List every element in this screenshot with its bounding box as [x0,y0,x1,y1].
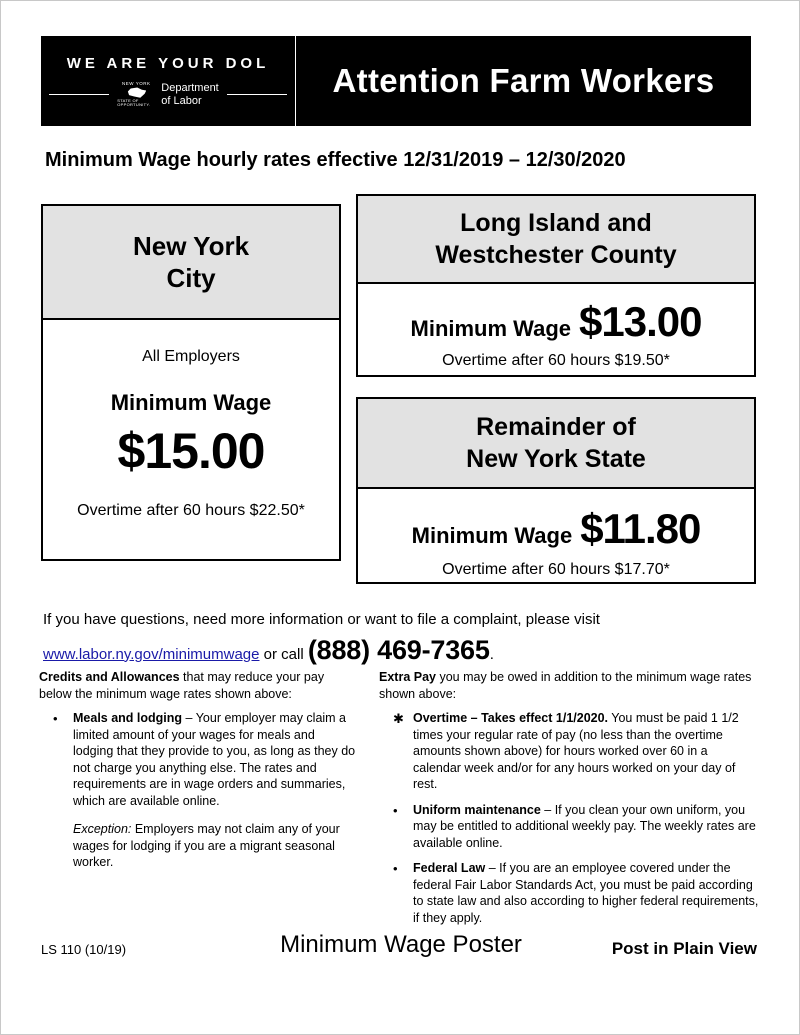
logo-row [41,82,295,108]
credits-intro-rest: that may reduce your pay below the minimum wage rates shown above: [39,670,325,701]
contact-phone-number: (888) 469-7365 [307,634,490,665]
federal-law-text: – If you are an employee covered under the federal Fair Labor Standards Act, you must be paid according to state law and also according to higher federal requirements, if they apply. [413,861,759,925]
nyc-min-wage-amount: $15.00 [117,423,265,479]
effective-dates-subtitle: Minimum Wage hourly rates effective 12/31/2019 – 12/30/2020 [45,149,626,171]
long-island-box-body [358,284,754,370]
overtime-text: You must be paid 1 1/2 times your regular rate of pay (no less than the overtime amounts shown above) for hours worked over 60 in a calendar week and/or for any hours worked on your day of rest. [413,711,739,791]
rate-box-remainder-new-york-state [356,397,756,584]
list-item [379,802,759,852]
remainder-wage-row [358,505,754,553]
remainder-box-body [358,489,754,579]
long-island-heading-line1: Long Island and [460,208,652,237]
nyc-employers-label: All Employers [142,348,240,365]
exception-text: Employers may not claim any of your wages for lodging if you are a migrant seasonal worker. [73,822,340,869]
rate-box-long-island-westchester [356,194,756,377]
remainder-min-wage-amount: $11.80 [580,505,701,552]
poster-title: Attention Farm Workers [332,62,715,99]
contact-text-middle: or call [259,645,308,663]
overtime-label: Overtime – Takes effect 1/1/2020. [413,711,609,725]
credits-intro-bold: Credits and Allowances [39,670,180,684]
exception-note [73,821,357,871]
seal-bottom-text: STATE OF OPPORTUNITY. [117,97,151,108]
credits-and-allowances-column [39,669,357,871]
nyc-box-heading [43,206,339,320]
rate-box-new-york-city [41,204,341,561]
meals-lodging-text: – Your employer may claim a limited amount of your wages for meals and lodging that they provide to you, as long as they do not charge you anything else. The rates and requirements are in wage orders and summaries, which are available online. [73,711,356,808]
remainder-min-wage-label: Minimum Wage [411,523,573,548]
federal-law-label: Federal Law [413,861,486,875]
extra-pay-intro-rest: you may be owed in addition to the minimum wage rates shown above: [379,670,752,701]
extra-pay-bullet-list [379,710,759,926]
extra-pay-column [379,669,759,935]
uniform-maintenance-label: Uniform maintenance [413,802,541,817]
agency-name-line2: of Labor [161,94,202,107]
agency-name-line1: Department [161,81,219,94]
credits-intro [39,669,357,702]
header-banner [41,36,751,126]
long-island-min-wage-amount: $13.00 [579,298,702,345]
extra-pay-intro-bold: Extra Pay [379,670,436,684]
contact-block [43,609,759,670]
long-island-wage-row [358,298,754,346]
dol-logo-block [41,36,296,126]
uniform-maintenance-text: – If you clean your own uniform, you may be entitled to additional weekly pay. The weekly rates are available online. [413,802,756,850]
nyc-overtime-text: Overtime after 60 hours $22.50* [77,502,305,519]
contact-text-before: If you have questions, need more information or want to file a complaint, please visit [43,611,600,628]
seal-top-text: NEW YORK [122,80,151,86]
banner-title-area [296,36,751,126]
form-number: LS 110 (10/19) [41,942,127,957]
remainder-heading-line2: New York State [466,445,646,473]
new-york-state-seal-icon [117,82,155,108]
long-island-box-heading [358,196,754,284]
footer-title: Minimum Wage Poster [280,931,522,958]
asterisk-icon: ✱ [393,711,404,726]
credits-bullet-list [39,710,357,809]
long-island-heading-line2: Westchester County [435,241,677,269]
bullet-icon: • [393,802,398,818]
dol-tagline: WE ARE YOUR DOL [66,54,270,72]
bullet-icon: • [53,711,58,726]
seal-shape-icon [126,87,146,97]
list-item [379,860,759,926]
remainder-heading-line1: Remainder of [476,412,636,441]
agency-name [161,82,218,107]
extra-pay-intro [379,669,759,702]
list-item [39,710,357,809]
bullet-icon: • [393,861,398,876]
nyc-box-body [43,320,339,520]
nyc-min-wage-label: Minimum Wage [110,390,272,415]
meals-lodging-label: Meals and lodging [73,711,183,725]
exception-label: Exception: [73,822,132,836]
nyc-heading-line2: City [166,263,216,293]
minimum-wage-website-link[interactable]: www.labor.ny.gov/minimumwage [43,645,260,663]
logo-rule-right [227,94,287,95]
long-island-overtime-text: Overtime after 60 hours $19.50* [442,352,670,369]
logo-rule-left [49,94,109,95]
list-item [379,710,759,793]
agency-logo [117,82,218,108]
contact-text-after: . [489,645,494,663]
long-island-min-wage-label: Minimum Wage [410,316,572,341]
remainder-overtime-text: Overtime after 60 hours $17.70* [442,561,670,578]
nyc-heading-line1: New York [132,230,250,261]
post-in-plain-view-note: Post in Plain View [611,939,757,958]
remainder-box-heading [358,399,754,489]
